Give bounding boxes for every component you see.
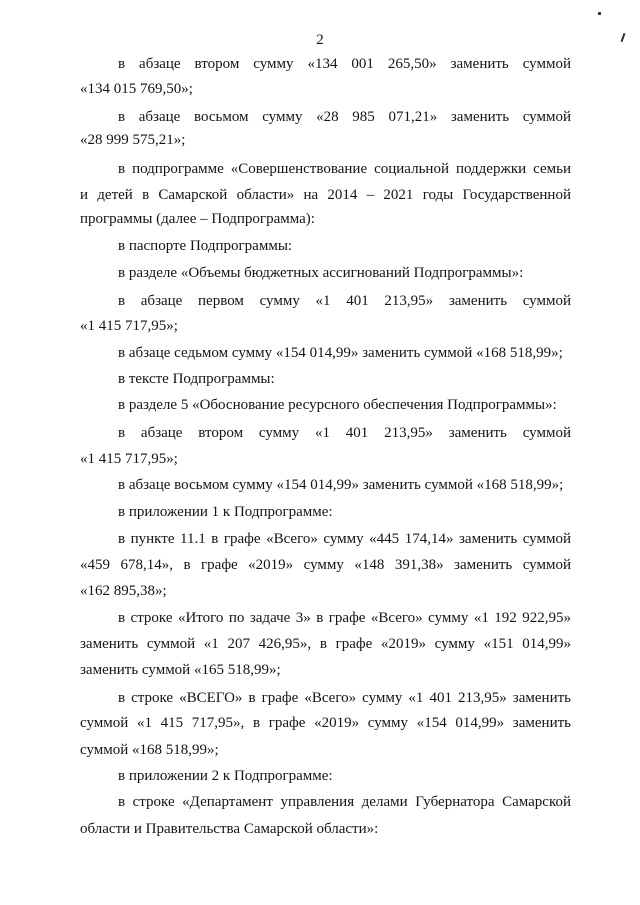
text-line: в абзаце восьмом сумму «154 014,99» заменить суммой «168 518,99»; xyxy=(118,477,564,493)
text-line: в пункте 11.1 в графе «Всего» сумму «445 174,14» заменить суммой xyxy=(118,531,571,547)
text-line: в абзаце втором сумму «1 401 213,95» заменить суммой xyxy=(118,425,571,441)
text-line: суммой «168 518,99»; xyxy=(80,742,219,758)
text-line: в абзаце первом сумму «1 401 213,95» заменить суммой xyxy=(118,293,571,309)
text-line: «28 999 575,21»; xyxy=(80,132,186,148)
text-line: области и Правительства Самарской области»: xyxy=(80,821,379,837)
text-line: «162 895,38»; xyxy=(80,583,167,599)
text-line: и детей в Самарской области» на 2014 – 2021 годы Государственной xyxy=(80,187,571,203)
text-line: в приложении 2 к Подпрограмме: xyxy=(118,768,333,784)
text-line: в подпрограмме «Совершенствование социальной поддержки семьи xyxy=(118,161,571,177)
text-line: в строке «Департамент управления делами Губернатора Самарской xyxy=(118,794,571,810)
text-line: «1 415 717,95»; xyxy=(80,318,178,334)
text-line: «134 015 769,50»; xyxy=(80,81,193,97)
text-line: заменить суммой «1 207 426,95», в графе «2019» сумму «151 014,99» xyxy=(80,636,571,652)
text-line: в приложении 1 к Подпрограмме: xyxy=(118,504,333,520)
text-line: заменить суммой «165 518,99»; xyxy=(80,662,281,678)
text-line: в абзаце восьмом сумму «28 985 071,21» заменить суммой xyxy=(118,109,571,125)
text-line: «1 415 717,95»; xyxy=(80,451,178,467)
text-line: в разделе «Объемы бюджетных ассигнований Подпрограммы»: xyxy=(118,265,524,281)
page-number: 2 xyxy=(316,32,324,48)
text-line: в разделе 5 «Обоснование ресурсного обеспечения Подпрограммы»: xyxy=(118,397,557,413)
text-line: программы (далее – Подпрограмма): xyxy=(80,211,315,227)
text-line: в строке «ВСЕГО» в графе «Всего» сумму «1 401 213,95» заменить xyxy=(118,690,571,706)
text-line: в абзаце седьмом сумму «154 014,99» заменить суммой «168 518,99»; xyxy=(118,345,563,361)
text-line: в паспорте Подпрограммы: xyxy=(118,238,293,254)
text-line: «459 678,14», в графе «2019» сумму «148 391,38» заменить суммой xyxy=(80,557,571,573)
text-line: в строке «Итого по задаче 3» в графе «Всего» сумму «1 192 922,95» xyxy=(118,610,571,626)
scan-speck xyxy=(598,12,601,15)
text-line: в абзаце втором сумму «134 001 265,50» заменить суммой xyxy=(118,56,571,72)
text-line: в тексте Подпрограммы: xyxy=(118,371,275,387)
text-line: суммой «1 415 717,95», в графе «2019» сумму «154 014,99» заменить xyxy=(80,715,571,731)
